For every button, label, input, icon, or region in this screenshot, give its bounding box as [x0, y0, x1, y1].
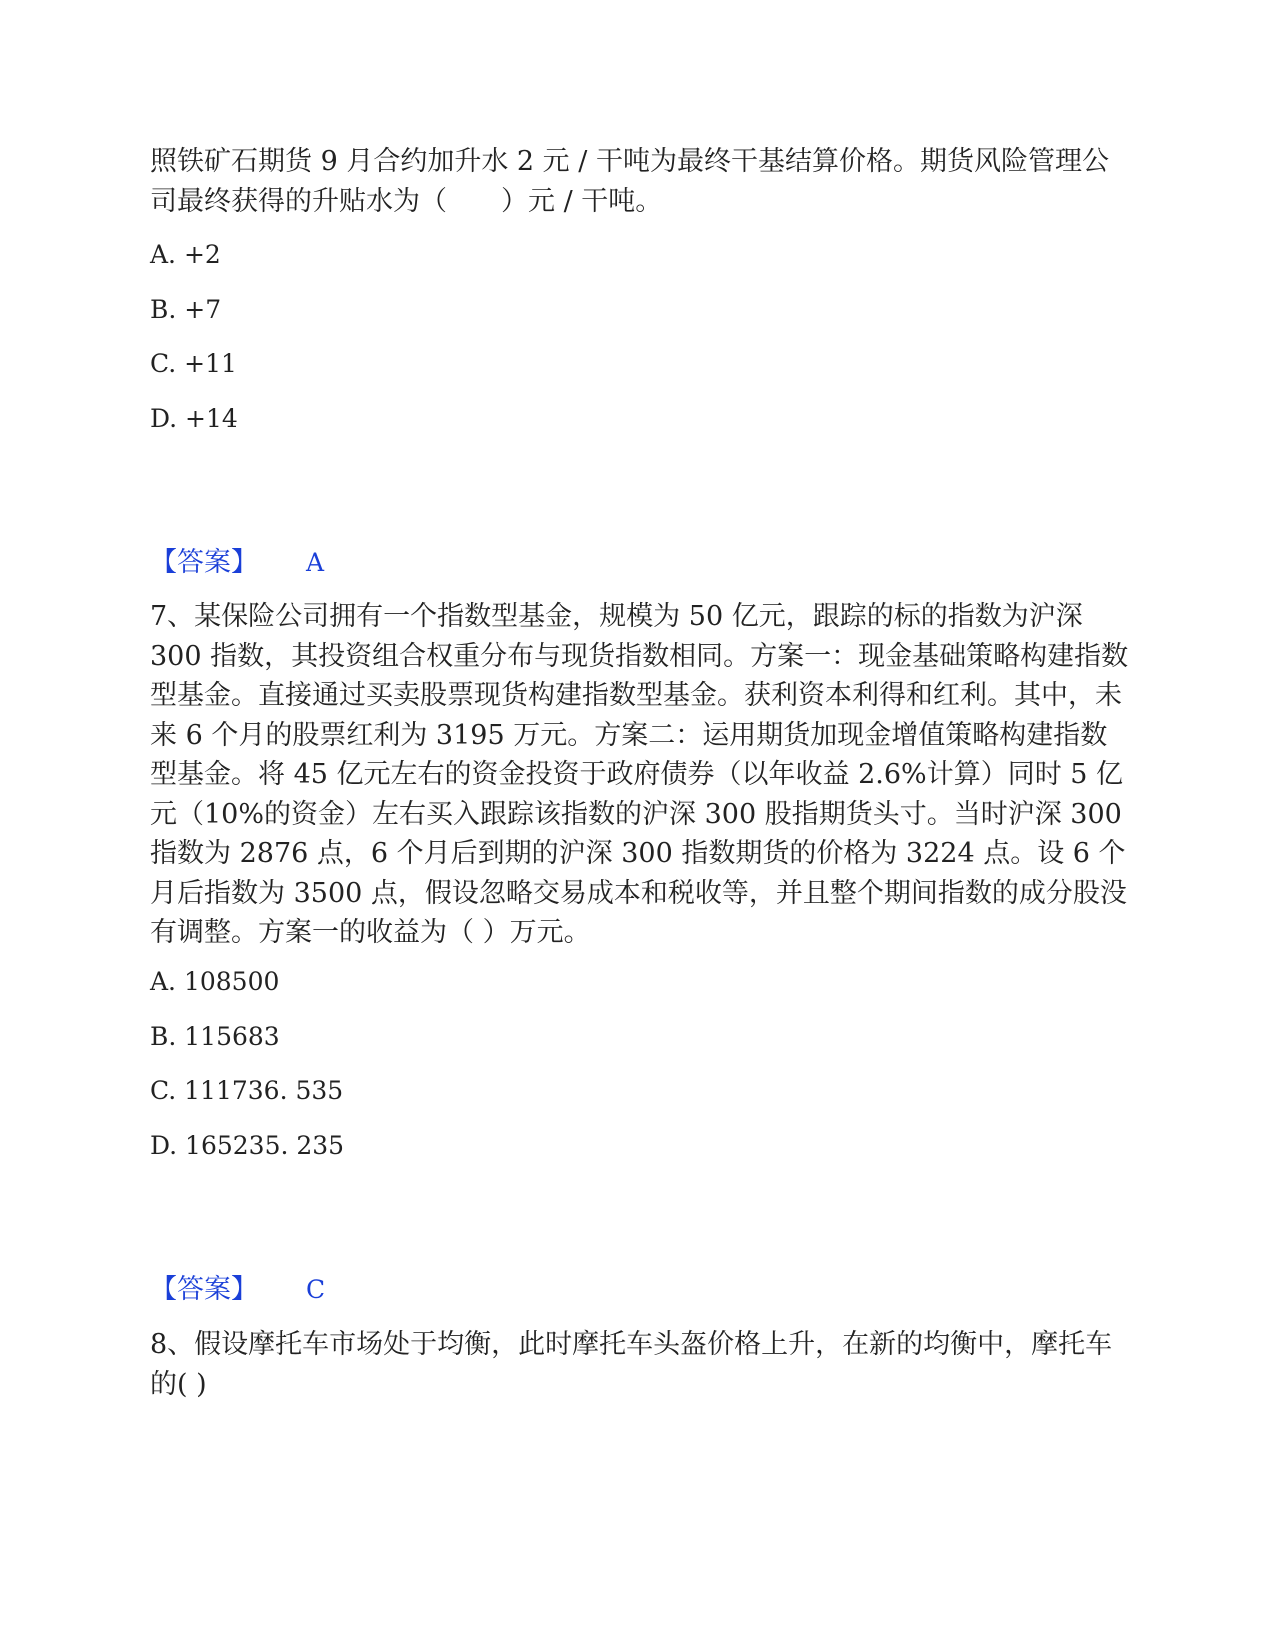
answer-label: 【答案】 [150, 547, 258, 578]
question-6-stem: 照铁矿石期货 9 月合约加升水 2 元 / 干吨为最终干基结算价格。期货风险管理公司最终获得的升贴水为（ ）元 / 干吨。 [150, 146, 1109, 217]
question-6-answer [150, 547, 324, 579]
question-7-option-d: D. 165235. 235 [150, 1131, 345, 1160]
question-7-stem: 7、某保险公司拥有一个指数型基金，规模为 50 亿元，跟踪的标的指数为沪深 300 指数，其投资组合权重分布与现货指数相同。方案一：现金基础策略构建指数型基金。直接通过买卖股票现货构建指数型基金。获利资本利得和红利。其中，未来 6 个月的股票红利为 3195 万元。方案二：运用期货加现金增值策略构建指数型基金。将 45 亿元左右的资金投资于政府债券（以年收益 2.6%计算）同时 5 亿元（10%的资金）左右买入跟踪该指数的沪深 300 股指期货头寸。当时沪深 300 指数为 2876 点，6 个月后到期的沪深 300 指数期货的价格为 3224 点。设 6 个月后指数为 3500 点，假设忽略交易成本和税收等，并且整个期间指数的成分股没有调整。方案一的收益为（ ）万元。 [150, 601, 1129, 948]
question-7-option-a: A. 108500 [150, 967, 280, 996]
answer-value: A [306, 548, 325, 577]
answer-label: 【答案】 [150, 1274, 258, 1305]
answer-value: C [306, 1275, 326, 1304]
question-7-option-c: C. 111736. 535 [150, 1076, 344, 1105]
question-6-option-a: A. +2 [150, 240, 221, 269]
question-7-option-b: B. 115683 [150, 1022, 280, 1051]
question-6-option-c: C. +11 [150, 349, 237, 378]
question-8-stem: 8、假设摩托车市场处于均衡，此时摩托车头盔价格上升，在新的均衡中，摩托车的( ) [150, 1329, 1113, 1400]
question-6-option-b: B. +7 [150, 295, 222, 324]
question-6-option-d: D. +14 [150, 404, 238, 433]
question-7-answer [150, 1274, 325, 1306]
